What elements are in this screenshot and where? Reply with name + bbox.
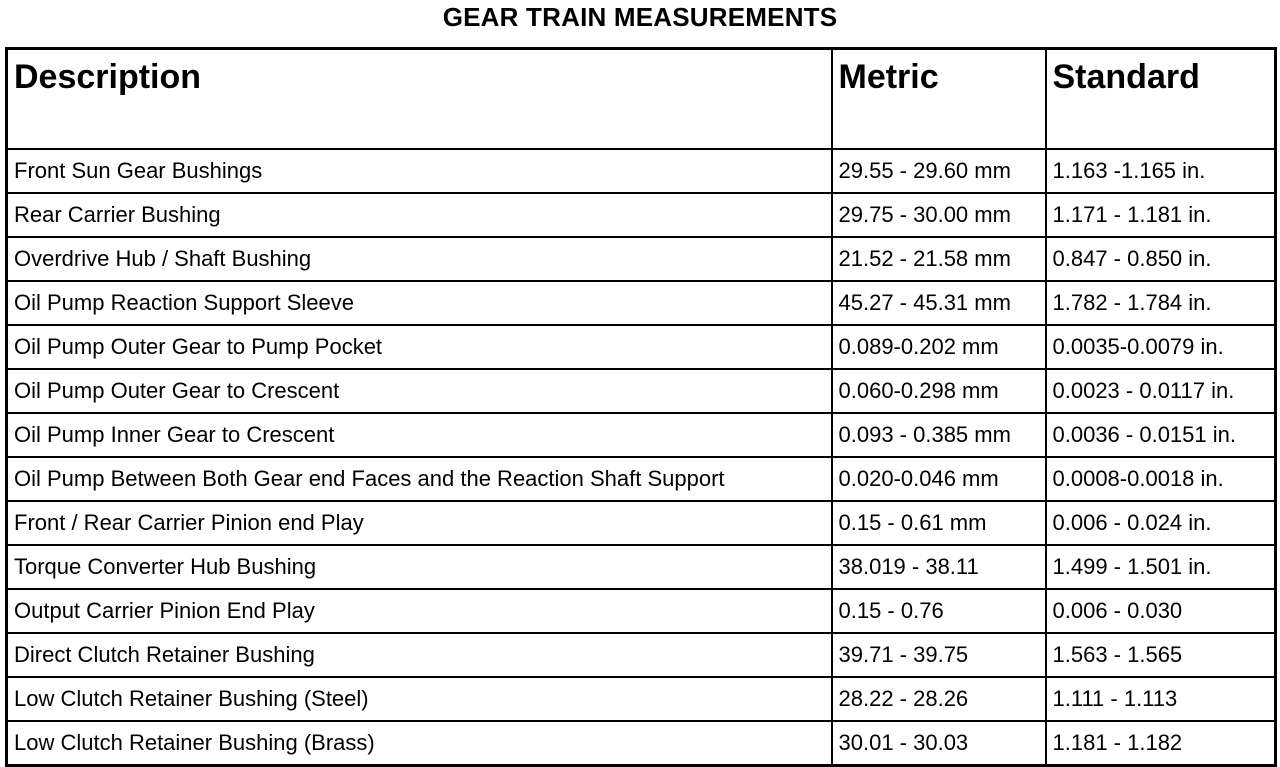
standard-cell: 0.006 - 0.024 in. (1046, 501, 1276, 545)
standard-cell: 0.847 - 0.850 in. (1046, 237, 1276, 281)
standard-cell: 0.0035-0.0079 in. (1046, 325, 1276, 369)
description-cell: Direct Clutch Retainer Bushing (7, 633, 832, 677)
standard-cell: 1.111 - 1.113 (1046, 677, 1276, 721)
column-header-description: Description (7, 49, 832, 149)
table-row (7, 677, 1276, 721)
metric-cell: 21.52 - 21.58 mm (832, 237, 1046, 281)
standard-cell: 1.499 - 1.501 in. (1046, 545, 1276, 589)
metric-cell: 28.22 - 28.26 (832, 677, 1046, 721)
description-cell: Oil Pump Reaction Support Sleeve (7, 281, 832, 325)
standard-cell: 1.782 - 1.784 in. (1046, 281, 1276, 325)
metric-cell: 0.060-0.298 mm (832, 369, 1046, 413)
description-cell: Output Carrier Pinion End Play (7, 589, 832, 633)
description-cell: Oil Pump Outer Gear to Pump Pocket (7, 325, 832, 369)
metric-cell: 29.55 - 29.60 mm (832, 149, 1046, 193)
standard-cell: 1.181 - 1.182 (1046, 721, 1276, 766)
table-row (7, 457, 1276, 501)
table-row (7, 149, 1276, 193)
description-cell: Rear Carrier Bushing (7, 193, 832, 237)
column-header-standard: Standard (1046, 49, 1276, 149)
metric-cell: 0.020-0.046 mm (832, 457, 1046, 501)
column-header-metric: Metric (832, 49, 1046, 149)
standard-cell: 1.171 - 1.181 in. (1046, 193, 1276, 237)
metric-cell: 45.27 - 45.31 mm (832, 281, 1046, 325)
table-row (7, 501, 1276, 545)
header-row (7, 49, 1276, 149)
standard-cell: 0.0036 - 0.0151 in. (1046, 413, 1276, 457)
description-cell: Front Sun Gear Bushings (7, 149, 832, 193)
description-cell: Low Clutch Retainer Bushing (Brass) (7, 721, 832, 766)
description-cell: Low Clutch Retainer Bushing (Steel) (7, 677, 832, 721)
description-cell: Oil Pump Outer Gear to Crescent (7, 369, 832, 413)
table-row (7, 589, 1276, 633)
metric-cell: 0.093 - 0.385 mm (832, 413, 1046, 457)
metric-cell: 0.15 - 0.61 mm (832, 501, 1046, 545)
description-cell: Overdrive Hub / Shaft Bushing (7, 237, 832, 281)
table-row (7, 237, 1276, 281)
standard-cell: 1.563 - 1.565 (1046, 633, 1276, 677)
metric-cell: 39.71 - 39.75 (832, 633, 1046, 677)
table-row (7, 369, 1276, 413)
description-cell: Oil Pump Inner Gear to Crescent (7, 413, 832, 457)
table-row (7, 281, 1276, 325)
measurements-table (5, 47, 1277, 767)
table-row (7, 413, 1276, 457)
standard-cell: 1.163 -1.165 in. (1046, 149, 1276, 193)
description-cell: Front / Rear Carrier Pinion end Play (7, 501, 832, 545)
table-row (7, 721, 1276, 766)
table-row (7, 545, 1276, 589)
table-row (7, 325, 1276, 369)
standard-cell: 0.006 - 0.030 (1046, 589, 1276, 633)
standard-cell: 0.0008-0.0018 in. (1046, 457, 1276, 501)
metric-cell: 30.01 - 30.03 (832, 721, 1046, 766)
description-cell: Torque Converter Hub Bushing (7, 545, 832, 589)
page-title: GEAR TRAIN MEASUREMENTS (442, 2, 838, 32)
description-cell: Oil Pump Between Both Gear end Faces and the Reaction Shaft Support (7, 457, 832, 501)
metric-cell: 0.089-0.202 mm (832, 325, 1046, 369)
metric-cell: 29.75 - 30.00 mm (832, 193, 1046, 237)
standard-cell: 0.0023 - 0.0117 in. (1046, 369, 1276, 413)
table-row (7, 633, 1276, 677)
metric-cell: 38.019 - 38.11 (832, 545, 1046, 589)
table-row (7, 193, 1276, 237)
metric-cell: 0.15 - 0.76 (832, 589, 1046, 633)
